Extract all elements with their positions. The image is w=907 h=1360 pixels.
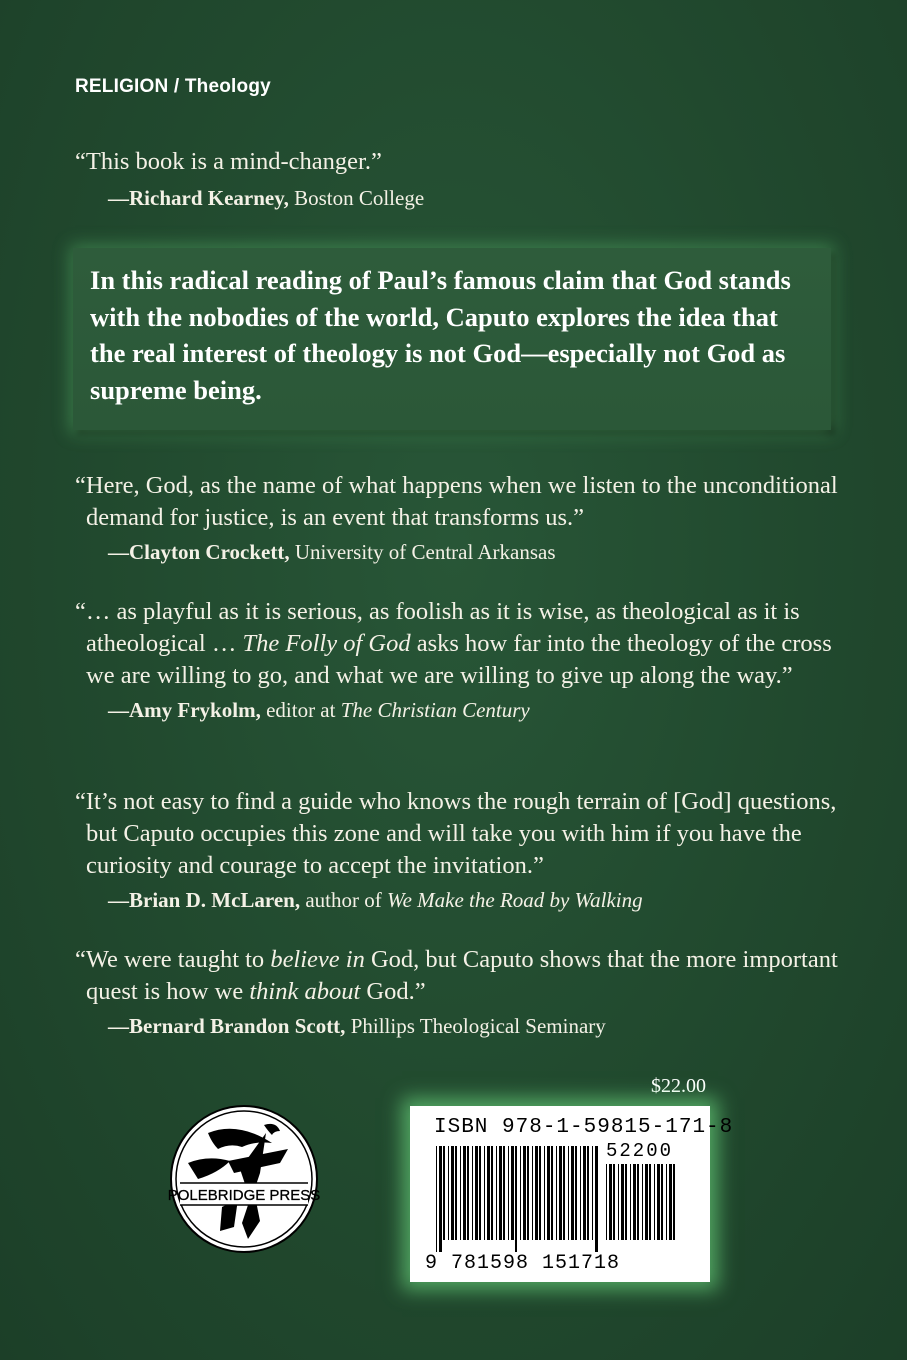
quote-text: “Here, God, as the name of what happens when we listen to the unconditional demand for justice, is an event that transforms us.” xyxy=(75,472,838,531)
quote-text xyxy=(75,596,847,692)
barcode-bar xyxy=(532,1146,533,1240)
description-text: In this radical reading of Paul’s famous claim that God stands with the nobodies of the world, Caputo explores the idea that the real interest of theology is not God—especially not God as supreme being. xyxy=(90,265,791,405)
barcode-bars-icon xyxy=(436,1146,598,1252)
barcode-bar xyxy=(451,1146,454,1240)
publication-title: The Christian Century xyxy=(340,698,530,722)
book-title: The Folly of God xyxy=(242,630,411,657)
barcode-bar xyxy=(618,1164,619,1240)
barcode-bar xyxy=(503,1146,505,1240)
price-label: $22.00 xyxy=(651,1075,706,1097)
barcode-bar xyxy=(556,1146,557,1240)
barcode-bar xyxy=(633,1164,636,1240)
isbn-number: ISBN 978-1-59815-171-8 xyxy=(434,1116,734,1139)
quote-attribution xyxy=(108,886,847,914)
quote-author: —Bernard Brandon Scott, xyxy=(108,1014,346,1038)
barcode-bar xyxy=(527,1146,529,1240)
barcode-bar xyxy=(467,1146,469,1240)
barcode-bar xyxy=(666,1164,667,1240)
barcode-bar xyxy=(472,1146,473,1240)
barcode-bar xyxy=(587,1146,589,1240)
barcode-bar xyxy=(455,1146,457,1240)
publisher-name: POLEBRIDGE PRESS xyxy=(168,1187,320,1204)
quote-author: —Brian D. McLaren, xyxy=(108,888,301,912)
barcode-bar xyxy=(669,1164,672,1240)
quote-author: —Clayton Crockett, xyxy=(108,540,290,564)
quote-attribution xyxy=(108,1012,847,1040)
barcode-bar xyxy=(642,1164,643,1240)
endorsement-kearney xyxy=(75,146,847,212)
barcode-bar xyxy=(580,1146,581,1240)
quote-text-part: God, but Caputo shows that the more important quest is how we xyxy=(86,946,838,1005)
barcode-bar xyxy=(637,1164,639,1240)
barcode-bar xyxy=(496,1146,497,1240)
barcode-bar xyxy=(575,1146,577,1240)
barcode-bar xyxy=(645,1164,648,1240)
quote-text: “It’s not easy to find a guide who knows the rough terrain of [God] questions, but Caputo occupies this zone and will take you with him if you have the curiosity and courage to accept the invitation.” xyxy=(75,788,837,879)
quote-text-part: “We were taught to xyxy=(75,946,271,973)
barcode-bar xyxy=(508,1146,509,1240)
quote-affiliation: editor at xyxy=(260,698,341,722)
barcode-bar xyxy=(487,1146,490,1240)
isbn-barcode xyxy=(410,1106,734,1282)
barcode-bar xyxy=(515,1146,517,1252)
barcode-digits: 9 781598 151718 xyxy=(425,1252,621,1275)
barcode-bar xyxy=(539,1146,541,1240)
barcode-bar xyxy=(571,1146,574,1240)
barcode-bar xyxy=(649,1164,651,1240)
category-label: RELIGION / Theology xyxy=(75,76,271,97)
description-box xyxy=(73,248,831,430)
endorsement-mclaren xyxy=(75,786,847,914)
barcode-bar xyxy=(613,1164,615,1240)
barcode-bar xyxy=(463,1146,466,1240)
quote-attribution xyxy=(108,538,847,566)
barcode-bar xyxy=(551,1146,553,1240)
barcode-bar xyxy=(559,1146,562,1240)
barcode-bar xyxy=(563,1146,565,1240)
quote-emphasis: think about xyxy=(249,978,361,1005)
quote-author: —Richard Kearney, xyxy=(108,186,289,210)
endorsement-scott xyxy=(75,944,847,1040)
barcode-bar xyxy=(499,1146,502,1240)
polebridge-eagle-logo-icon xyxy=(168,1103,320,1255)
barcode-bar xyxy=(630,1164,631,1240)
barcode-bar xyxy=(448,1146,449,1240)
quote-affiliation: University of Central Arkansas xyxy=(289,540,556,564)
quote-emphasis: believe in xyxy=(270,946,365,973)
barcode-bar xyxy=(654,1164,655,1240)
quote-affiliation: Boston College xyxy=(288,186,425,210)
quote-attribution xyxy=(108,696,847,724)
barcode-bar xyxy=(475,1146,478,1240)
quote-text-part: “… as playful as it is serious, as foolish as it is wise, as theological as it is atheological … xyxy=(75,598,800,657)
barcode-extension-icon xyxy=(606,1164,680,1252)
barcode-bar xyxy=(535,1146,538,1240)
barcode-bar xyxy=(673,1164,675,1240)
barcode-bar xyxy=(439,1146,442,1252)
price-code: 52200 xyxy=(606,1140,674,1162)
barcode-bar xyxy=(583,1146,586,1240)
barcode-bar xyxy=(511,1146,514,1240)
barcode-bar xyxy=(443,1146,445,1240)
barcode-bar xyxy=(436,1146,437,1252)
barcode-bar xyxy=(592,1146,593,1240)
barcode-bar xyxy=(547,1146,550,1240)
quote-text-part: asks how far into the theology of the cross we are willing to go, and what we are willing to give up along the way.” xyxy=(86,630,832,689)
quote-author: —Amy Frykolm, xyxy=(108,698,261,722)
barcode-bar xyxy=(661,1164,663,1240)
barcode-bar xyxy=(609,1164,612,1240)
quote-attribution xyxy=(108,184,847,212)
quote-affiliation: author of xyxy=(300,888,388,912)
barcode-bar xyxy=(606,1164,607,1240)
quote-affiliation: Phillips Theological Seminary xyxy=(345,1014,606,1038)
barcode-bar xyxy=(595,1146,598,1252)
barcode-bar xyxy=(544,1146,545,1240)
quote-text: “This book is a mind-changer.” xyxy=(75,148,382,175)
barcode-bar xyxy=(491,1146,493,1240)
barcode-bar xyxy=(523,1146,526,1240)
barcode-bar xyxy=(520,1146,521,1240)
barcode-bar xyxy=(621,1164,624,1240)
barcode-bar xyxy=(460,1146,461,1240)
quote-text xyxy=(75,944,847,1008)
barcode-bar xyxy=(625,1164,627,1240)
book-title: We Make the Road by Walking xyxy=(387,888,643,912)
barcode-bar xyxy=(568,1146,569,1240)
barcode-bar xyxy=(484,1146,485,1240)
barcode-bar xyxy=(479,1146,481,1240)
endorsement-crockett xyxy=(75,470,847,566)
barcode-bar xyxy=(657,1164,660,1240)
quote-text-part: God.” xyxy=(360,978,426,1005)
endorsement-frykolm xyxy=(75,596,847,724)
